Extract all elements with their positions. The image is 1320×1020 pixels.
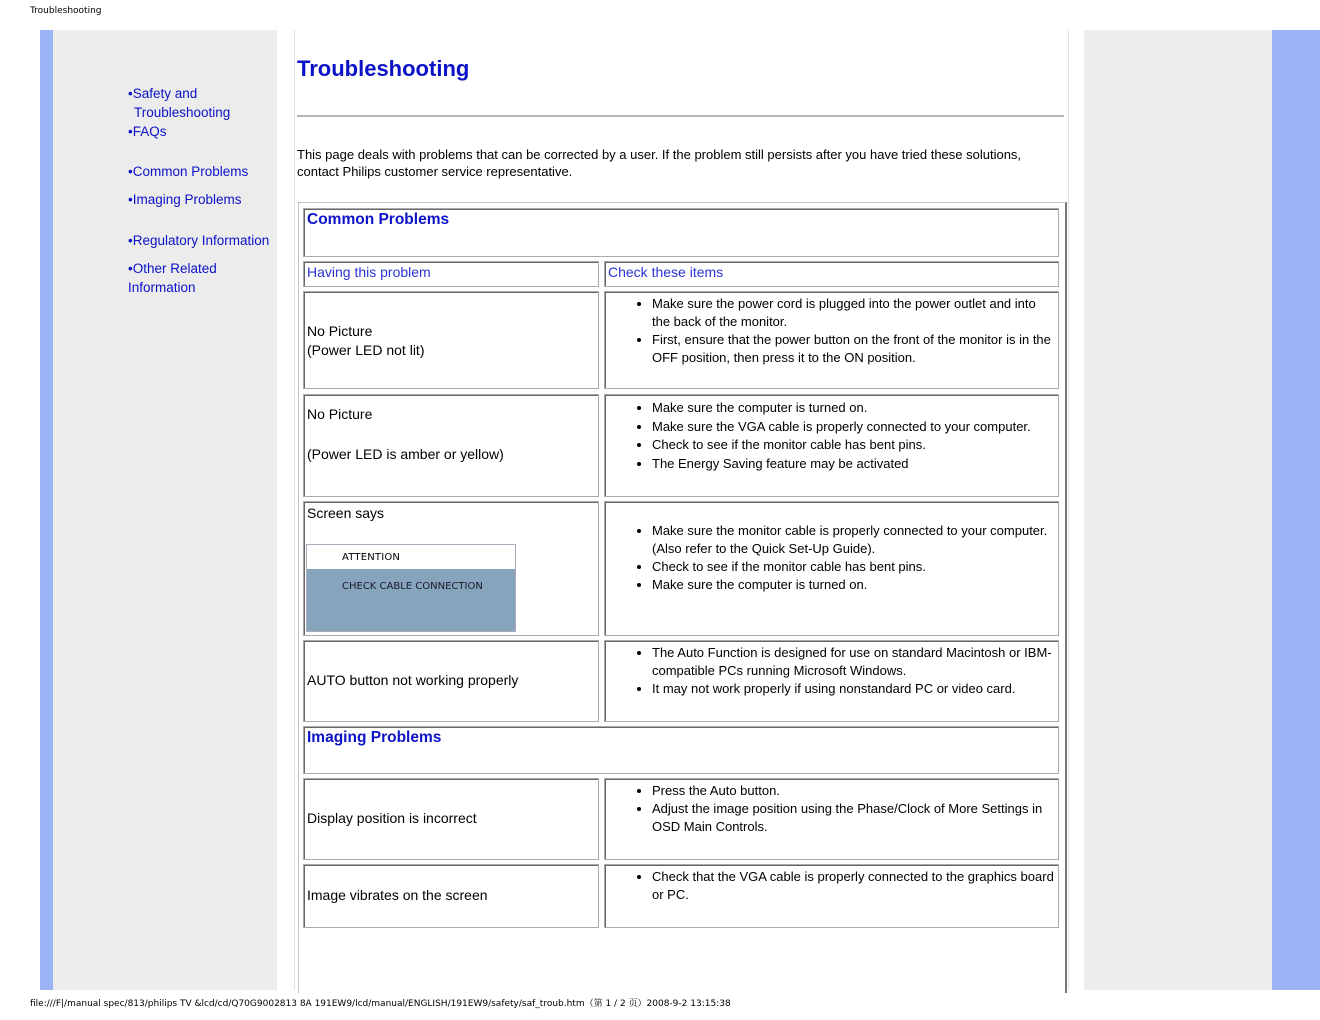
list-item: • Check to see if the monitor cable has bent pins. [652, 558, 1054, 576]
table-row-problem [303, 778, 599, 860]
problem-text: No Picture [307, 323, 373, 339]
nav-link-faqs[interactable]: •FAQs [128, 124, 167, 139]
table-row-problem [303, 501, 599, 636]
nav-link-other-info[interactable]: •Other Related Information [128, 261, 217, 295]
problem-text: Display position is incorrect [307, 810, 477, 826]
table-row-problem [303, 640, 599, 722]
left-accent-bar [40, 30, 53, 990]
column-header-problem [303, 261, 599, 287]
problem-text: Screen says [307, 505, 385, 521]
table-row-solutions [604, 864, 1059, 928]
table-row-problem [303, 394, 599, 497]
list-item: • Make sure the monitor cable is properly connected to your computer. (Also refer to the Quick Set-Up Guide). [652, 522, 1054, 558]
intro-paragraph: This page deals with problems that can be corrected by a user. If the problem still persists after you have tried these solutions, contact Philips customer service representative. [297, 147, 1022, 179]
page-title: Troubleshooting [297, 56, 470, 81]
column-header-check-label: Check these items [608, 264, 724, 280]
nav-link-imaging-problems[interactable]: •Imaging Problems [128, 192, 242, 207]
list-item: • Check that the VGA cable is properly connected to the graphics board or PC. [652, 868, 1054, 904]
solution-list [605, 295, 1058, 367]
list-item: • Make sure the VGA cable is properly connected to your computer. [652, 418, 1054, 437]
right-accent-bar [1272, 30, 1320, 990]
imaging-problems-title: Imaging Problems [307, 729, 442, 746]
common-problems-title: Common Problems [307, 211, 450, 228]
print-header-title: Troubleshooting [30, 6, 102, 16]
list-item: • Adjust the image position using the Phase/Clock of More Settings in OSD Main Controls. [652, 800, 1054, 836]
solution-list [605, 522, 1058, 594]
column-header-problem-label: Having this problem [307, 264, 431, 280]
common-problems-section-header [303, 208, 1059, 257]
imaging-problems-section-header [303, 726, 1059, 774]
osd-message-image [306, 544, 516, 632]
table-row-solutions [604, 291, 1059, 389]
list-item: • Press the Auto button. [652, 782, 1054, 800]
solution-list [605, 868, 1058, 904]
main-divider-left [294, 30, 295, 990]
problem-subtext: (Power LED is amber or yellow) [307, 446, 504, 462]
list-item: • Make sure the computer is turned on. [652, 576, 1054, 594]
column-header-check [604, 261, 1059, 287]
list-item: • Make sure the computer is turned on. [652, 399, 1054, 418]
list-item: • The Energy Saving feature may be activated [652, 455, 1054, 474]
right-panel [1084, 30, 1272, 990]
osd-header-text: ATTENTION [342, 552, 401, 563]
problem-text: No Picture [307, 406, 373, 422]
list-item: • Check to see if the monitor cable has bent pins. [652, 436, 1054, 455]
nav-link-safety[interactable] [128, 84, 276, 122]
table-row-solutions [604, 640, 1059, 722]
nav-link-safety-line2: Troubleshooting [134, 105, 231, 120]
main-divider-right [1068, 30, 1069, 990]
solution-list [605, 782, 1058, 836]
nav-link-common-problems[interactable]: •Common Problems [128, 164, 249, 179]
problem-text: AUTO button not working properly [307, 672, 519, 688]
title-divider [297, 115, 1064, 117]
table-row-problem [303, 291, 599, 389]
list-item: • First, ensure that the power button on the front of the monitor is in the OFF position, then press it to the ON position. [652, 331, 1054, 367]
list-item: • The Auto Function is designed for use on standard Macintosh or IBM-compatible PCs running Microsoft Windows. [652, 644, 1054, 680]
print-footer-url: file:///F|/manual spec/813/philips TV &lcd/cd/Q70G9002813 8A 191EW9/lcd/manual/ENGLISH/191EW9/safety/saf_troub.htm（第 1 / 2 页）2008-9-2 13:15:38 [30, 999, 731, 1009]
list-item: • Make sure the power cord is plugged into the power outlet and into the back of the monitor. [652, 295, 1054, 331]
side-navigation [128, 84, 276, 297]
table-row-solutions [604, 501, 1059, 636]
solution-list [605, 399, 1058, 473]
problem-subtext: (Power LED not lit) [307, 342, 425, 358]
list-item: • It may not work properly if using nonstandard PC or video card. [652, 680, 1054, 698]
table-row-solutions [604, 778, 1059, 860]
table-row-solutions [604, 394, 1059, 497]
table-row-problem [303, 864, 599, 928]
osd-header-strip [307, 545, 515, 569]
nav-link-regulatory[interactable]: •Regulatory Information [128, 233, 270, 248]
nav-link-safety-line1: •Safety and [128, 86, 198, 101]
osd-body-text: CHECK CABLE CONNECTION [342, 581, 483, 592]
troubleshooting-table [298, 202, 1067, 993]
problem-text: Image vibrates on the screen [307, 887, 488, 903]
solution-list [605, 644, 1058, 698]
